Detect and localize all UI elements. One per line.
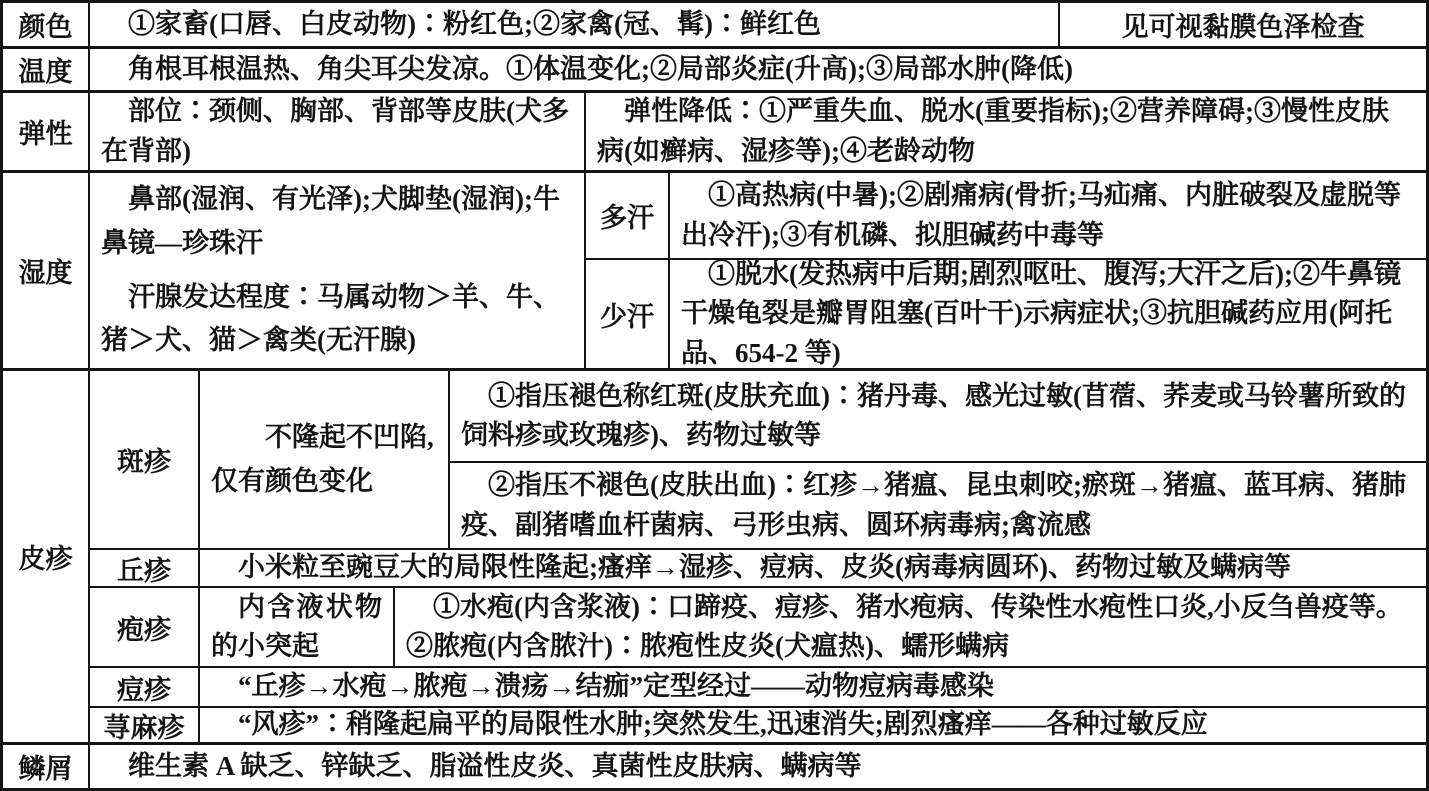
row-temperature-header: 温度: [18, 57, 73, 87]
vesicle-label: 疱疹: [88, 588, 198, 666]
humidity-normal-p2: 汗腺发达程度∶马属动物＞羊、牛、猪＞犬、猫＞禽类(无汗腺): [101, 281, 560, 356]
row-rash: [3, 368, 1426, 742]
vesicle-text-cell: [393, 588, 1426, 666]
row-color-content-cell: [88, 3, 1058, 46]
row-color-content: ①家畜(口唇、白皮动物)∶粉红色;②家禽(冠、髯)∶鲜红色: [128, 8, 821, 39]
row-elasticity-site: 部位∶颈侧、胸部、背部等皮肤(犬多在背部): [101, 96, 569, 166]
row-scale: [3, 742, 1426, 788]
row-scale-content: 维生素 A 缺乏、锌缺乏、脂溢性皮炎、真菌性皮肤病、螨病等: [128, 750, 862, 781]
macule-item2-cell: [450, 461, 1426, 548]
macule-definition-cell: [198, 371, 448, 548]
urticaria-label: 荨麻疹: [88, 708, 198, 742]
rash-subrows: [88, 371, 1426, 742]
row-elasticity-header: 弹性: [18, 119, 73, 149]
pock-text-cell: [198, 668, 1426, 706]
row-humidity-normal-cell: [88, 173, 584, 368]
hyperhidrosis-text: ①高热病(中暑);②剧痛病(骨折;马疝痛、内脏破裂及虚脱等出冷汗);③有机磷、拟胆碱药中毒等: [681, 180, 1401, 250]
papule-text: 小米粒至豌豆大的局限性隆起;瘙痒→湿疹、痘病、皮炎(病毒病圆环)、药物过敏及螨病等: [238, 552, 1291, 583]
hyperhidrosis-label: 多汗: [584, 173, 668, 258]
humidity-normal-p1: 鼻部(湿润、有光泽);犬脚垫(湿润);牛鼻镜—珍珠汗: [101, 184, 560, 258]
row-scale-content-cell: [88, 745, 1426, 788]
papule-label: 丘疹: [88, 550, 198, 586]
macule-label: 斑疹: [88, 371, 198, 548]
row-humidity-normal: [101, 178, 573, 363]
vesicle-definition-cell: [198, 588, 393, 666]
hyperhidrosis-text-cell: [668, 173, 1426, 258]
subrow-urticaria: [88, 706, 1426, 742]
row-color-note: 见可视黏膜色泽检查: [1058, 3, 1426, 46]
vesicle-text: ①水疱(内含浆液)∶口蹄疫、痘疹、猪水疱病、传染性水疱性口炎,小反刍兽疫等。②脓疱(内含脓汁)∶脓疱性皮炎(犬瘟热)、蠕形螨病: [406, 591, 1403, 661]
row-humidity-header: 湿度: [18, 258, 73, 288]
vesicle-definition: 内含液状物的小突起: [211, 591, 382, 661]
humidity-sweat-column: [584, 173, 1426, 368]
row-temperature: [3, 46, 1426, 90]
pock-label: 痘疹: [88, 668, 198, 706]
row-humidity: [3, 170, 1426, 368]
row-elasticity: [3, 90, 1426, 170]
hypohidrosis-text: ①脱水(发热病中后期;剧烈呕吐、腹泻;大汗之后);②牛鼻镜干燥龟裂是瓣胃阻塞(百叶干)示病症状;③抗胆碱药应用(阿托品、654-2 等): [681, 259, 1401, 368]
macule-item2: ②指压不褪色(皮肤出血)∶红疹→猪瘟、昆虫刺咬;瘀斑→猪瘟、蓝耳病、猪肺疫、副猪嗜血杆菌病、弓形虫病、圆环病毒病;禽流感: [461, 470, 1406, 540]
pock-text: “丘疹→水疱→脓疱→溃疡→结痂”定型经过——动物痘病毒感染: [238, 671, 994, 702]
subrow-hypohidrosis: [584, 258, 1426, 368]
subrow-papule: [88, 548, 1426, 586]
urticaria-text-cell: [198, 708, 1426, 742]
hypohidrosis-text-cell: [668, 260, 1426, 368]
subrow-hyperhidrosis: [584, 173, 1426, 258]
macule-item1-cell: [450, 371, 1426, 461]
row-scale-header: 鳞屑: [18, 754, 73, 784]
subrow-vesicle: [88, 586, 1426, 666]
row-temperature-content-cell: [88, 49, 1426, 90]
subrow-macule: [88, 371, 1426, 548]
subrow-pock: [88, 666, 1426, 706]
row-color: [3, 3, 1426, 46]
papule-text-cell: [198, 550, 1426, 586]
row-elasticity-decrease-cell: [584, 93, 1426, 170]
row-rash-header: 皮疹: [18, 544, 73, 574]
row-color-header: 颜色: [18, 12, 73, 42]
row-temperature-content: 角根耳根温热、角尖耳尖发凉。①体温变化;②局部炎症(升高);③局部水肿(降低): [128, 53, 1073, 84]
macule-definition: 不隆起不凹陷,仅有颜色变化: [211, 421, 434, 496]
row-elasticity-decrease: 弹性降低∶①严重失血、脱水(重要指标);②营养障碍;③慢性皮肤病(如癣病、湿疹等);④老龄动物: [597, 96, 1389, 166]
hypohidrosis-label: 少汗: [584, 260, 668, 368]
urticaria-text: “风疹”∶稍隆起扁平的局限性水肿;突然发生,迅速消失;剧烈瘙痒——各种过敏反应: [238, 709, 1208, 740]
row-elasticity-site-cell: [88, 93, 584, 170]
macule-item1: ①指压褪色称红斑(皮肤充血)∶猪丹毒、感光过敏(苜蓿、荞麦或马铃薯所致的饲料疹或玫瑰疹)、药物过敏等: [461, 380, 1406, 450]
macule-items-column: [448, 371, 1426, 548]
